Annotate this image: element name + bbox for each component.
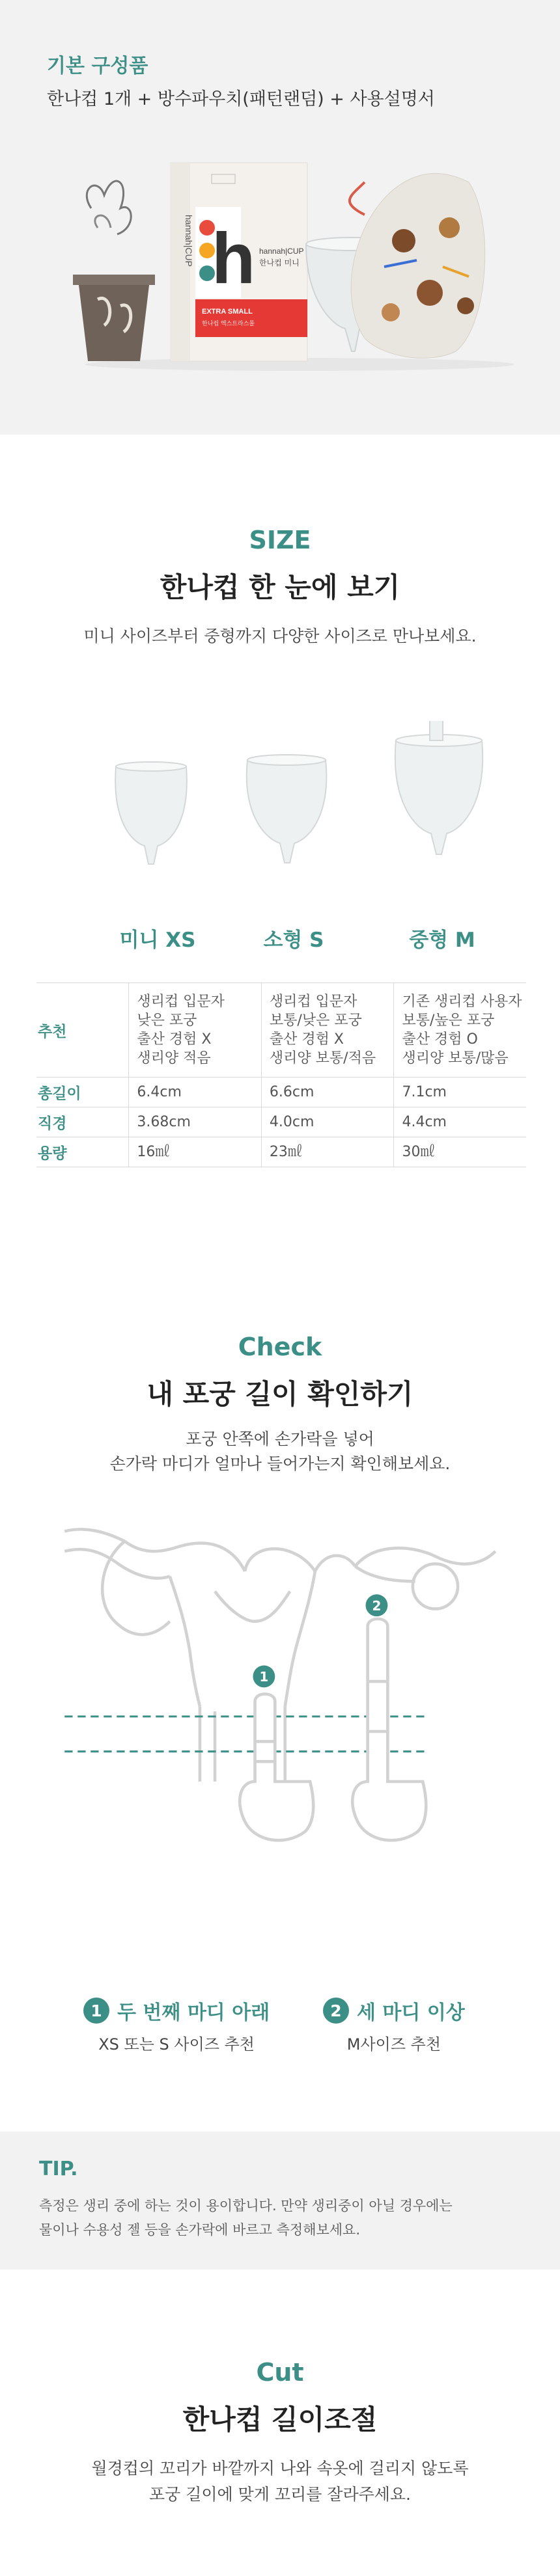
cut-title: 한나컵 길이조절 (182, 2404, 378, 2435)
size-cups-illustration (0, 721, 560, 923)
plant-pot-image (73, 181, 155, 361)
spec-row-diameter (36, 1107, 526, 1137)
rec-1-sub: XS 또는 S 사이즈 추천 (98, 2035, 255, 2054)
spec-label-diameter: 직경 (38, 1115, 67, 1132)
package-title: 기본 구성품 (47, 55, 148, 77)
spec-cell: 기존 생리컵 사용자 보통/높은 포궁 출산 경험 O 생리양 보통/많음 (393, 983, 526, 1077)
rec-2-title: 세 마디 이상 (357, 2001, 465, 2024)
product-box (171, 163, 307, 361)
spec-label-capacity: 용량 (38, 1145, 67, 1162)
tip-line-1: 측정은 생리 중에 하는 것이 용이합니다. 만약 생리중이 아닐 경우에는 (39, 2198, 453, 2214)
check-illustration (0, 1521, 560, 1977)
box-size-kr: 한나컵 엑스트라스몰 (202, 321, 255, 327)
cup-name-s: 소형 S (263, 929, 324, 952)
size-section (0, 435, 560, 1209)
spec-cell: 4.4cm (393, 1107, 526, 1137)
size-subtitle: 미니 사이즈부터 중형까지 다양한 사이즈로 만나보세요. (83, 627, 477, 645)
spec-cell: 6.6cm (261, 1078, 394, 1107)
check-title: 내 포궁 길이 확인하기 (147, 1378, 413, 1410)
spec-cell: 4.0cm (261, 1107, 394, 1137)
marker-1-number: 1 (259, 1669, 269, 1685)
spec-cell: 23㎖ (261, 1137, 394, 1167)
tip-section (0, 2132, 560, 2270)
recommendation-2 (323, 1996, 465, 2054)
spec-row-length (36, 1078, 526, 1107)
rec-2-number-icon: 2 (323, 1998, 349, 2024)
package-illustration (0, 130, 560, 435)
tip-label: TIP. (39, 2158, 78, 2180)
box-logo-letter: h (212, 219, 256, 299)
hand-2-icon (352, 1619, 426, 1840)
pouch-image (350, 173, 485, 358)
marker-2-number: 2 (372, 1597, 382, 1614)
spec-cell: 생리컵 입문자 낮은 포궁 출산 경험 X 생리양 적음 (128, 983, 261, 1077)
cup-name-m: 중형 M (409, 929, 475, 952)
spec-cell: 7.1cm (393, 1078, 526, 1107)
cup-s-image (247, 755, 327, 863)
tip-line-2: 물이나 수용성 젤 등을 손가락에 바르고 측정해보세요. (39, 2222, 361, 2238)
tip-text (39, 2194, 534, 2242)
cup-m-image (395, 721, 483, 854)
spec-cell: 30㎖ (393, 1137, 526, 1167)
spec-label-length: 총길이 (38, 1085, 81, 1102)
rec-2-sub: M사이즈 추천 (346, 2035, 441, 2054)
box-size-label: EXTRA SMALL (202, 308, 253, 316)
package-section (0, 0, 560, 435)
spec-cell: 생리컵 입문자 보통/낮은 포궁 출산 경험 X 생리양 보통/적음 (261, 983, 394, 1077)
cut-section (0, 2270, 560, 2576)
recommendation-1 (83, 1996, 270, 2054)
size-tag: SIZE (249, 526, 311, 554)
box-brand-vertical: hannah|CUP (184, 215, 194, 267)
box-brand-small: hannah|CUP (259, 247, 304, 256)
spec-cell: 6.4cm (128, 1078, 261, 1107)
spec-table (36, 983, 526, 1167)
cup-xs-image (115, 762, 187, 864)
spec-row-capacity (36, 1137, 526, 1167)
spec-cell: 3.68cm (128, 1107, 261, 1137)
check-tag: Check (238, 1333, 322, 1361)
anatomy-diagram (64, 1529, 496, 1782)
cut-line-2: 포궁 길이에 맞게 꼬리를 잘라주세요. (149, 2485, 411, 2504)
package-description: 한나컵 1개 + 방수파우치(패턴랜덤) + 사용설명서 (47, 89, 435, 109)
cut-tag: Cut (256, 2358, 304, 2387)
spec-label-recommend: 추천 (38, 1023, 67, 1040)
box-name: 한나컵 미니 (259, 258, 300, 267)
rec-1-title: 두 번째 마디 아래 (117, 2001, 270, 2024)
cup-name-xs: 미니 XS (119, 929, 196, 952)
check-subtitle-line2: 손가락 마디가 얼마나 들어가는지 확인해보세요. (109, 1454, 451, 1473)
check-section (0, 1209, 560, 2133)
size-title: 한나컵 한 눈에 보기 (160, 571, 400, 603)
cut-line-1: 월경컵의 꼬리가 바깥까지 나와 속옷에 걸리지 않도록 (91, 2459, 469, 2478)
rec-1-number-icon: 1 (83, 1998, 109, 2024)
spec-cell: 16㎖ (128, 1137, 261, 1167)
check-subtitle-line1: 포궁 안쪽에 손가락을 넣어 (186, 1430, 374, 1448)
spec-row-recommend (36, 983, 526, 1078)
